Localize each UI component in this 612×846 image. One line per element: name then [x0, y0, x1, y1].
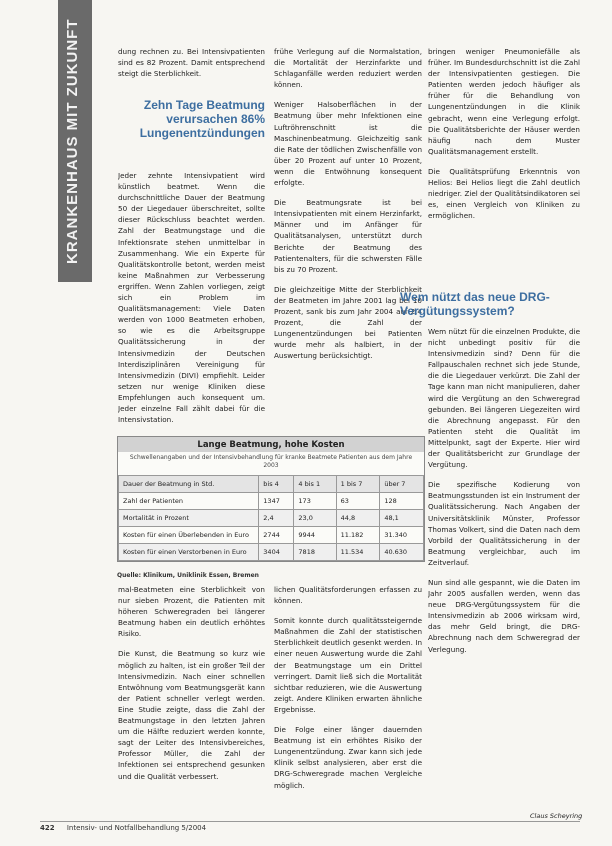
paragraph: dung rechnen zu. Bei Intensivpatienten sind es 82 Prozent. Damit entsprechend steigt die Sterblichkeit.	[118, 47, 265, 79]
paragraph: Die spezifische Kodierung von Beatmungsstunden ist ein Instrument der Qualitätssicherung. Nach Angaben der Universitätsklinik Münster, Professor Thomas Volkert, sind die Daten nach dem Vorbild der Qualitätssicherung in der Beatmung vergleichbar, auch im Zeitverlauf.	[428, 480, 580, 567]
table-cell: 2744	[259, 527, 294, 544]
table-cell: 11.182	[336, 527, 380, 544]
paragraph: Die Kunst, die Beatmung so kurz wie möglich zu halten, ist ein großer Teil der Intensivmedizin. Nach einer schnellen Entwöhnung vom Beatmungsgerät kann der Patient schneller verlegt werden. Eine Studie zeigte, dass die Zahl der Beatmungstage in den letzten Jahren um die Hälfte reduziert werden konnte, sagt der Leiter des Intensivbereiches, Professor Müller, die Zahl der Infektionen sei entsprechend gesunken und die Qualität verbessert.	[118, 649, 265, 781]
page-footer	[40, 821, 580, 832]
column-3-top	[428, 46, 580, 282]
paragraph: Nun sind alle gespannt, wie die Daten im Jahr 2005 ausfallen werden, wenn das neue DRG-Vergütungssystem für die Intensivmedizin ab 2006 wirksam wird, das mehr Geld bringt, die DRG-Abrechnung nach dem Schweregrad der Verlegung.	[428, 577, 580, 654]
table-cell: 173	[294, 493, 336, 510]
paragraph: Wem nützt für die einzelnen Produkte, die nicht unbedingt positiv für die Intensivmedizin sind? Denn für die Fallpauschalen rechnet sich jede Stunde, die die Liegedauer verkürzt. Die Zahl der Tage kann man nicht manipulieren, daher wird die Vergütung an den Schweregrad gebunden. Bei längeren Liegezeiten wird die Abrechnung angepasst. Für den Patienten steht die Qualität im Mittelpunkt, sagt der Experte. Hier wird der Qualitätsbericht zur Grundlage der Vergütung.	[428, 327, 580, 470]
table-cell: 23,0	[294, 510, 336, 527]
paragraph: Weniger Halsoberflächen in der Beatmung über mehr Infektionen eine Luftröhrenschnitt ist die Maschinenbeatmung. Gleichzeitig sank die Rate der tödlichen Zwischenfälle von über 20 Prozent auf unter 10 Prozent, wenn die Entwöhnung konsequent erfolgte.	[274, 100, 422, 188]
table-row	[119, 527, 424, 544]
paragraph: Die Folge einer länger dauernden Beatmung ist ein erhöhtes Risiko der Lungenentzündung. Zwar kann sich jede Klinik selbst analysieren, aber erst die DRG-Schweregrade machen Vergleiche möglich.	[274, 725, 422, 790]
paragraph: bringen weniger Pneumoniefälle als früher. Im Bundesdurchschnitt ist die Zahl der Intensivpatienten gestiegen. Die Patienten werden jedoch häufiger als früher für die Behandlung von Lungenentzündungen in die Klinik gebracht, wenn eine Verlegung erfolgt. Die Qualitätsberichte der Häuser werden häufig nach dem Muster Qualitätsmanagement erstellt.	[428, 47, 580, 156]
column-2	[274, 46, 422, 432]
table-header: 4 bis 1	[294, 476, 336, 493]
table-cell: 3404	[259, 544, 294, 561]
column-3-bottom	[428, 326, 580, 808]
table-cell: 128	[380, 493, 424, 510]
table-cell: 31.340	[380, 527, 424, 544]
table-header: 1 bis 7	[336, 476, 380, 493]
paragraph: lichen Qualitätsforderungen erfassen zu können.	[274, 585, 422, 606]
table-cell: 9944	[294, 527, 336, 544]
subhead-2: Wem nützt das neue DRG-Vergütungssystem?	[400, 290, 550, 318]
paragraph: Die Beatmungsrate ist bei Intensivpatienten mit einem Herzinfarkt, Männer und im Anfänger für Qualitätsanalysen, unterstützt durch Berichte der Beatmung des Patientenalters, für die schwersten Fälle bis zu 70 Prozent.	[274, 198, 422, 274]
page-number: 422	[40, 824, 55, 832]
table-header-row	[119, 476, 424, 493]
column-1-bottom	[118, 584, 265, 812]
data-table-box	[117, 436, 425, 562]
paragraph: Die gleichzeitige Mitte der Sterblichkeit der Beatmeten im Jahre 2001 lag bei 10 Prozent, sank bis zum Jahr 2004 auf 2,4 Prozent, die Zahl der Lungenentzündungen bei Patienten wurde mehr als halbiert, in der Auswertung berücksichtigt.	[274, 284, 422, 361]
table-cell: Kosten für einen Verstorbenen in Euro	[119, 544, 259, 561]
table-row	[119, 544, 424, 561]
paragraph: Die Qualitätsprüfung Erkenntnis von Helios: Bei Helios liegt die Zahl deutlich niedriger. Ziel der Qualitätsindikatoren sei es, einen Vergleich von Kliniken zu ermöglichen.	[428, 166, 580, 221]
table-cell: 40.630	[380, 544, 424, 561]
column-2-bottom	[274, 584, 422, 812]
paragraph: frühe Verlegung auf die Normalstation, die Mortalität der Herzinfarkte und Schlaganfälle werden reduziert werden können.	[274, 47, 422, 90]
table-cell: 63	[336, 493, 380, 510]
table-cell: 1347	[259, 493, 294, 510]
table-cell: Mortalität in Prozent	[119, 510, 259, 527]
table-cell: 2,4	[259, 510, 294, 527]
table-header: bis 4	[259, 476, 294, 493]
paragraph: Somit konnte durch qualitätssteigernde Maßnahmen die Zahl der statistischen Sterblichkeit deutlich gesenkt werden. In einer neuen Auswertung wurde die Zahl der Beatmungstage um ein Drittel verringert. Damit ließ sich die Mortalität sichtbar reduzieren, wie die Auswertung zeigt. Andere Kliniken erwarten ähnliche Ergebnisse.	[274, 616, 422, 714]
table-row	[119, 510, 424, 527]
author-name: Claus Scheyring	[530, 812, 583, 820]
paragraph: Jeder zehnte Intensivpatient wird künstlich beatmet. Wenn die durchschnittliche Dauer der Beatmung 50 der Liegedauer überschreitet, sollte dieser Rückschluss beachtet werden. Zahl der Beatmungstage und die Infektionsrate stehen unmittelbar in Zusammenhang. Wie ein Experte für Qualitätskontrolle betont, werden meist keine Maßnahmen zur Verbesserung ergriffen. Wenn Zahlen vorliegen, zeigt sich ein Problem im Qualitätsmanagement: Viele Daten werden von 1000 Beatmeten erhoben, so wie es die Arbeitsgruppe Qualitätssicherung in der Intensivmedizin der Deutschen Interdisziplinären Vereinigung für Intensivmedizin (DIVI) empfiehlt. Leider setzen nur wenige Kliniken diese Empfehlungen auch konsequent um. Jeder einzelne Fall zählt dabei für die Intensivstation.	[118, 171, 265, 425]
table-row	[119, 493, 424, 510]
table-cell: 7818	[294, 544, 336, 561]
table-cell: Zahl der Patienten	[119, 493, 259, 510]
column-1-mid	[118, 170, 265, 432]
section-label: KRANKENHAUS MIT ZUKUNFT	[64, 18, 81, 264]
table-title: Lange Beatmung, hohe Kosten	[118, 437, 424, 452]
table-header: Dauer der Beatmung in Std.	[119, 476, 259, 493]
table-cell: 48,1	[380, 510, 424, 527]
subhead-1: Zehn Tage Beatmung verursachen 86% Lungenentzündungen	[139, 98, 265, 140]
table-cell: 11.534	[336, 544, 380, 561]
table-cell: Kosten für einen Überlebenden in Euro	[119, 527, 259, 544]
table-subtitle: Schwellenangaben und der Intensivbehandlung für kranke Beatmete Patienten aus dem Jahre 2003	[129, 454, 413, 469]
table-header: über 7	[380, 476, 424, 493]
column-1-top	[118, 46, 265, 88]
journal-name: Intensiv- und Notfallbehandlung 5/2004	[66, 824, 207, 832]
paragraph: mal-Beatmeten eine Sterblichkeit von nur sieben Prozent, die Patienten mit höheren Schweregraden bei längerer Beatmung haben ein deutlich erhöhtes Risiko.	[118, 585, 265, 639]
table-cell: 44,8	[336, 510, 380, 527]
data-table	[118, 475, 424, 561]
table-source: Quelle: Klinikum, Uniklinik Essen, Bremen	[117, 572, 259, 579]
